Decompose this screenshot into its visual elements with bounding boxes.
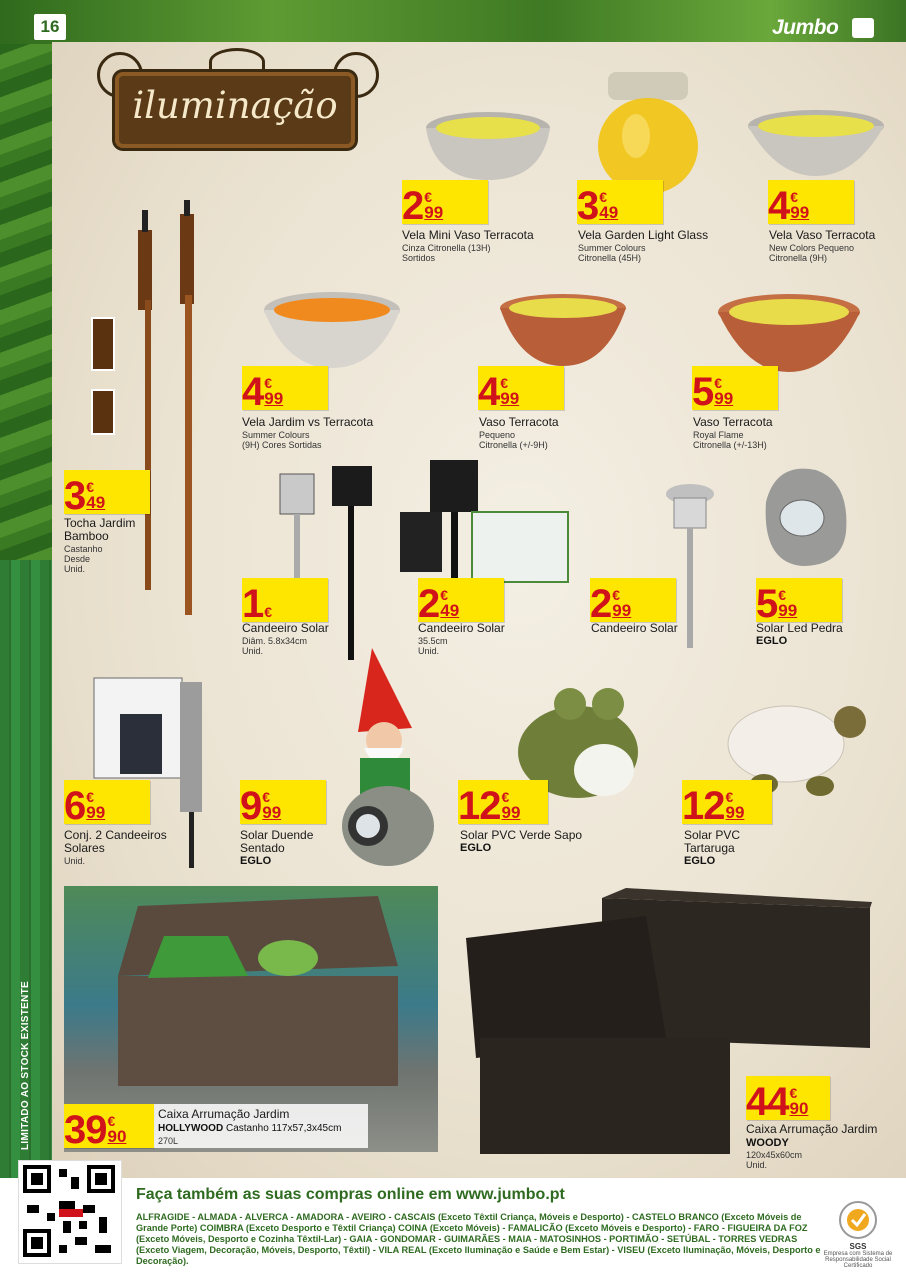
product-name: Candeeiro Solar: [418, 621, 505, 635]
price-tag: 4 € 99: [242, 366, 328, 410]
product-details: 120x45x60cm Unid.: [746, 1150, 803, 1170]
product-details: Royal Flame Citronella (+/-13H): [693, 430, 767, 450]
product-brand: WOODY: [746, 1137, 789, 1149]
candle-bowl-image: [746, 104, 886, 184]
product-details: Castanho Desde Unid.: [64, 544, 103, 574]
price-tag: 5 € 99: [756, 578, 842, 622]
product-brand: EGLO: [240, 855, 272, 867]
price-tag: 44 € 90: [746, 1076, 830, 1120]
gnome-image: [338, 648, 438, 872]
product-name: Vela Jardim vs Terracota: [242, 415, 374, 429]
product-capacity: 270L: [158, 1136, 179, 1146]
product-details: 35.5cm Unid.: [418, 636, 448, 656]
product-name: Caixa Arrumação Jardim: [746, 1122, 878, 1136]
product-name: Solar PVC Tartaruga: [684, 828, 741, 855]
candle-glass-image: [596, 66, 700, 196]
product-name: Caixa Arrumação Jardim: [158, 1107, 290, 1121]
product-name: Vela Garden Light Glass: [578, 228, 709, 242]
sgs-caption: Empresa com Sistema de Responsabilidade Social Certificado: [823, 1251, 893, 1269]
store-list: ALFRAGIDE - ALMADA - ALVERCA - AMADORA - AVEIRO - CASCAIS (Exceto Têxtil Criança, Móveis e Desporto) - CASTELO BRANCO (Exceto Móveis de Grande Porte) COIMBRA (Exceto Desporto e Têxtil Criança) COINA (Exceto Móveis) - FAMALICÃO (Exceto Móveis e Desporto) - FARO - FIGUEIRA DA FOZ (Exceto Móveis, Desporto e Cozinha Têxtil-Lar) - GAIA - GONDOMAR - GUIMARÃES - MAIA - MATOSINHOS - PORTIMÃO - SETÚBAL - TORRES VEDRAS (Exceto Viagem, Decoração, Móveis, Desporto, Têxtil) - VILA REAL (Exceto Iluminação e Saúde e Bem Estar) - VISEU (Exceto Iluminação, Móveis, Desporto e Decoração).: [136, 1212, 821, 1266]
price-tag: 2 € 49: [418, 578, 504, 622]
product-brand: EGLO: [684, 855, 716, 867]
product-brand: HOLLYWOOD: [158, 1123, 224, 1134]
online-shop-link[interactable]: Faça também as suas compras online em www.jumbo.pt: [136, 1186, 565, 1203]
sgs-badge-icon: [838, 1200, 878, 1240]
storage-box-image: [108, 896, 408, 1096]
price-tag: 1 €: [242, 578, 328, 622]
solar-stone-image: [756, 462, 852, 572]
price-tag: 9 € 99: [240, 780, 326, 824]
product-name: Solar PVC Verde Sapo: [460, 828, 583, 842]
price-tag: 4 € 99: [478, 366, 564, 410]
section-title: iluminação: [132, 84, 338, 127]
product-name: Solar Duende Sentado: [240, 828, 314, 855]
price-tag: 6 € 99: [64, 780, 150, 824]
candle-bowl-image: [424, 104, 552, 184]
price-tag: 39 € 90: [64, 1104, 154, 1148]
product-name: Solar Led Pedra: [756, 621, 843, 635]
product-name: Vela Vaso Terracota: [769, 228, 876, 242]
foliage-top: [0, 0, 906, 44]
bamboo-torch-image: [86, 200, 216, 620]
product-details: Summer Colours Citronella (45H): [578, 243, 646, 263]
product-name: Vela Mini Vaso Terracota: [402, 228, 534, 242]
product-brand: EGLO: [756, 635, 788, 647]
stock-notice: LIMITADO AO STOCK EXISTENTE: [20, 980, 31, 1150]
price-tag: 4 € 99: [768, 180, 854, 224]
price-tag: 2 € 99: [590, 578, 676, 622]
product-name: Tocha Jardim Bamboo: [64, 516, 136, 543]
sgs-label: SGS: [849, 1242, 867, 1251]
section-title-sign: [105, 62, 365, 162]
product-details: Summer Colours (9H) Cores Sortidas: [242, 430, 322, 450]
product-details: Unid.: [64, 856, 86, 866]
product-details: Pequeno Citronella (+/-9H): [479, 430, 548, 450]
product-details: New Colors Pequeno Citronella (9H): [769, 243, 855, 263]
candle-bowl-image: [262, 286, 402, 372]
price-tag: 2 € 99: [402, 180, 488, 224]
product-name: Vaso Terracota: [479, 415, 559, 429]
product-name: Candeeiro Solar: [242, 621, 329, 635]
jumbo-logo[interactable]: Jumbo: [772, 16, 839, 39]
price-tag: 12 € 99: [682, 780, 772, 824]
sgs-certification: [820, 1200, 896, 1269]
product-name: Candeeiro Solar: [591, 621, 678, 635]
product-details: Diâm. 5.8x34cm Unid.: [242, 636, 308, 656]
page-number: 16: [34, 14, 66, 40]
product-name: Vaso Terracota: [693, 415, 773, 429]
product-dimensions: Castanho 117x57,3x45cm: [225, 1123, 342, 1134]
candle-terracotta-image: [498, 290, 628, 370]
product-brand: EGLO: [460, 842, 492, 854]
jumbo-logo-icon: [852, 18, 874, 38]
product-details: [158, 1123, 341, 1134]
price-tag: 12 € 99: [458, 780, 548, 824]
price-tag: 3 € 49: [577, 180, 663, 224]
price-tag: 5 € 99: [692, 366, 778, 410]
candle-terracotta-image: [716, 290, 862, 376]
price-tag: 3 € 49: [64, 470, 150, 514]
product-name: Conj. 2 Candeeiros Solares: [64, 828, 167, 855]
qr-code-icon[interactable]: [18, 1160, 122, 1264]
product-details: Cinza Citronella (13H) Sortidos: [402, 243, 491, 263]
